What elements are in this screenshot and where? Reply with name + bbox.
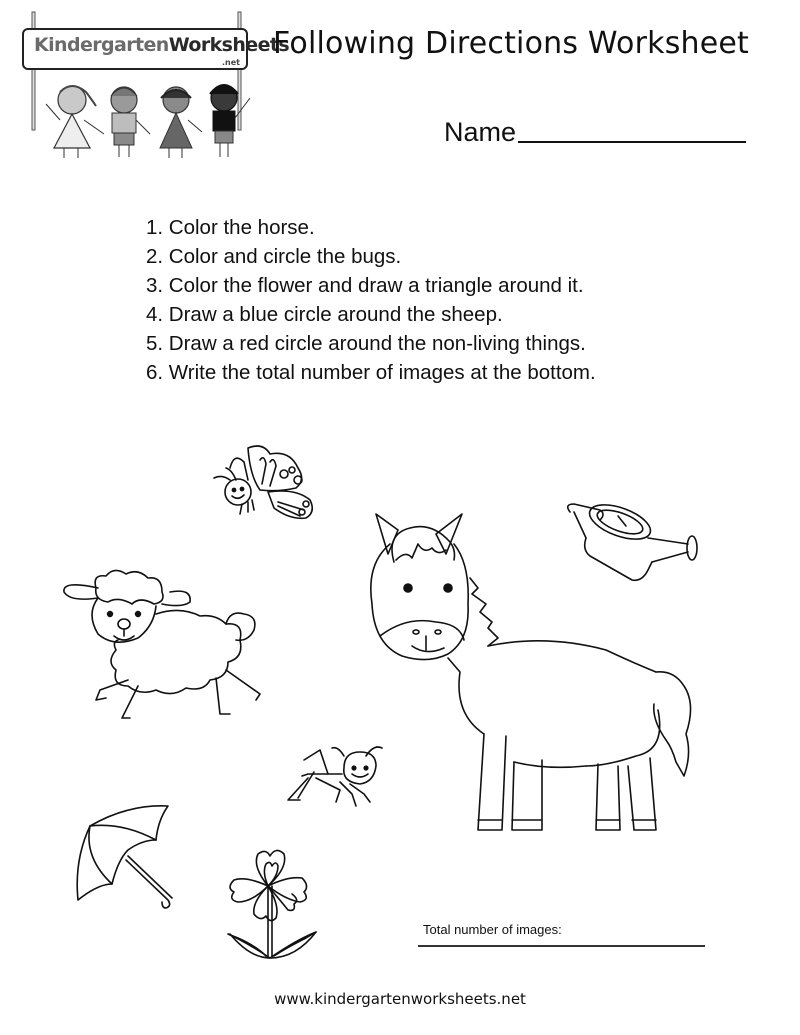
name-label: Name (444, 117, 517, 147)
logo-brand-part1: Kindergarten (34, 34, 169, 56)
logo-tld: .net (222, 58, 240, 67)
logo-brand-part2: Worksheets (168, 34, 290, 56)
flower-icon (226, 846, 326, 961)
name-input-line[interactable] (518, 141, 746, 143)
direction-item: 4. Draw a blue circle around the sheep. (146, 303, 503, 326)
direction-item: 6. Write the total number of images at the bottom. (146, 361, 596, 384)
page-title: Following Directions Worksheet (273, 26, 750, 61)
direction-item: 5. Draw a red circle around the non-living things. (146, 332, 586, 355)
direction-item: 1. Color the horse. (146, 216, 315, 239)
logo-text (34, 34, 289, 56)
direction-item: 3. Color the flower and draw a triangle around it. (146, 274, 584, 297)
footer-url[interactable]: www.kindergartenworksheets.net (274, 990, 526, 1008)
umbrella-icon (72, 800, 182, 910)
directions-list (146, 213, 596, 387)
site-logo (16, 10, 290, 160)
butterfly-icon (208, 440, 318, 530)
sheep-icon (58, 566, 268, 726)
direction-item: 2. Color and circle the bugs. (146, 245, 402, 268)
total-images-label: Total number of images: (423, 922, 562, 937)
horse-icon (366, 504, 706, 844)
grasshopper-icon (278, 738, 393, 818)
name-field[interactable] (444, 117, 746, 148)
total-images-answer-line[interactable] (418, 945, 705, 947)
logo-sign (22, 28, 290, 70)
